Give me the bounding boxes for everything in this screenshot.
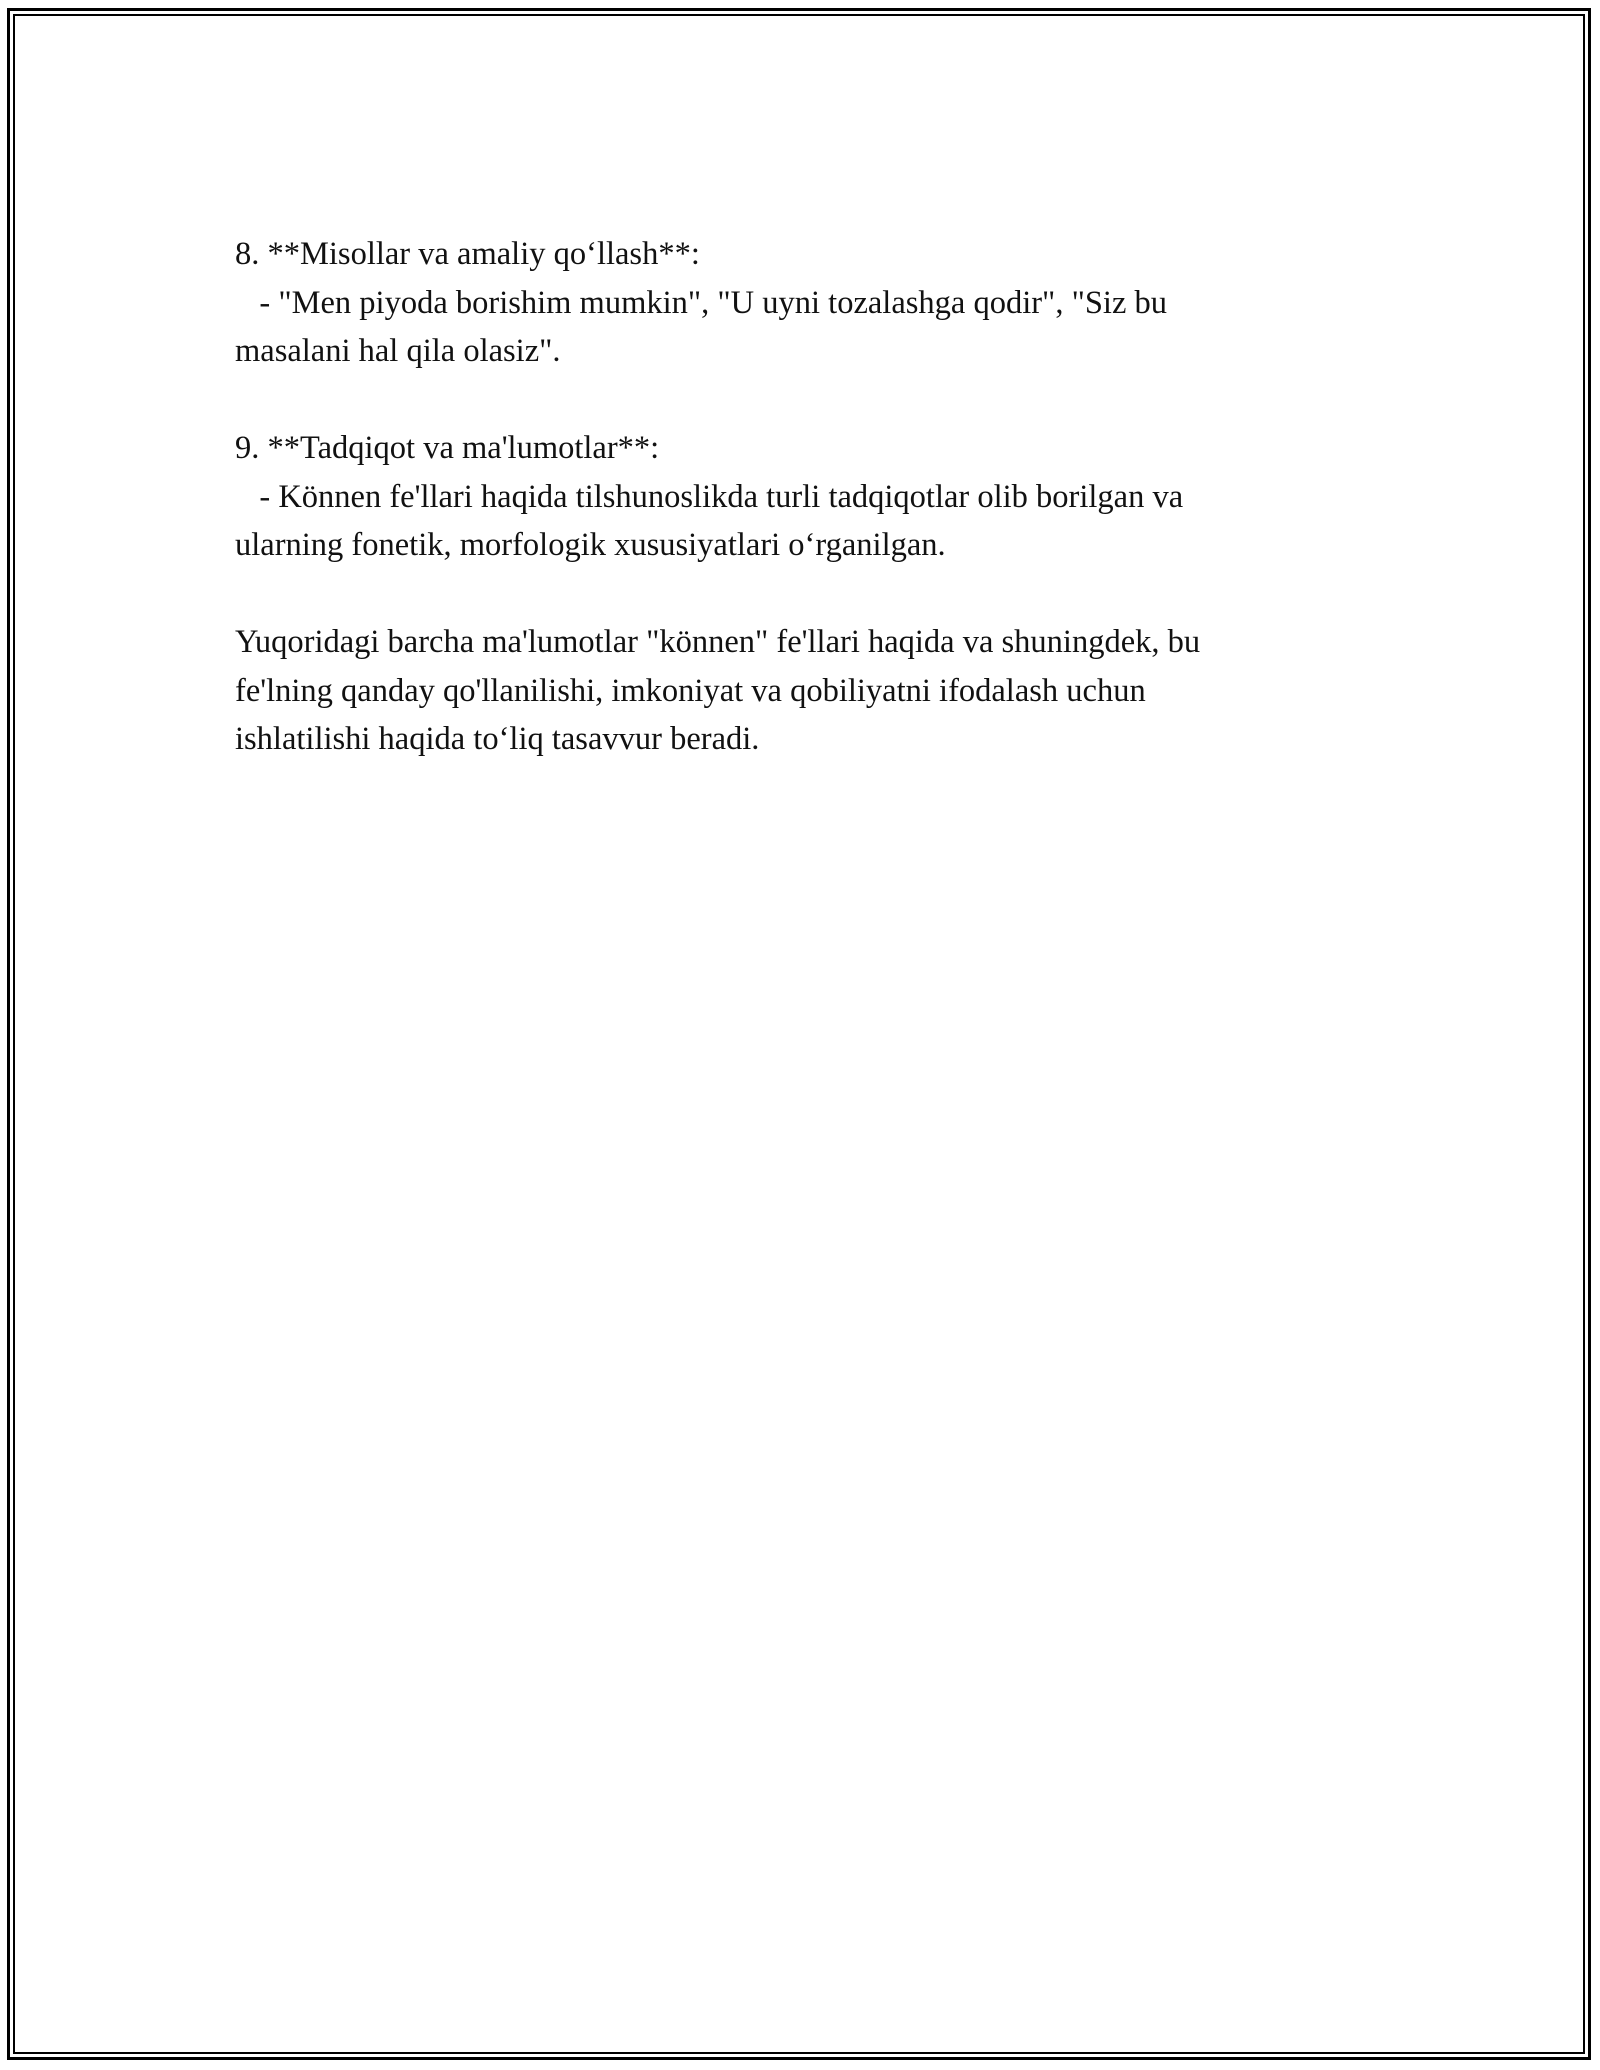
section-9-item-line-2: ularning fonetik, morfologik xususiyatlari o‘rganilgan. [235, 527, 946, 563]
section-9-heading: 9. **Tadqiqot va ma'lumotlar**: [235, 430, 660, 466]
section-8-heading: 8. **Misollar va amaliy qo‘llash**: [235, 236, 700, 272]
section-9 [235, 424, 1365, 570]
summary-line-2: fe'lning qanday qo'llanilishi, imkoniyat va qobiliyatni ifodalash uchun [235, 672, 1146, 709]
section-8 [235, 230, 1365, 376]
section-9-item-line-1: - Können fe'llari haqida tilshunoslikda turli tadqiqotlar olib borilgan va [235, 478, 1184, 515]
document-body [235, 230, 1365, 812]
summary-paragraph [235, 618, 1365, 764]
section-8-item-line-2: masalani hal qila olasiz". [235, 333, 561, 369]
section-8-item-line-1: - "Men piyoda borishim mumkin", "U uyni tozalashga qodir", "Siz bu [235, 284, 1167, 321]
summary-line-1: Yuqoridagi barcha ma'lumotlar "können" fe'llari haqida va shuningdek, bu [235, 624, 1201, 660]
summary-line-3: ishlatilishi haqida to‘liq tasavvur beradi. [235, 721, 760, 757]
